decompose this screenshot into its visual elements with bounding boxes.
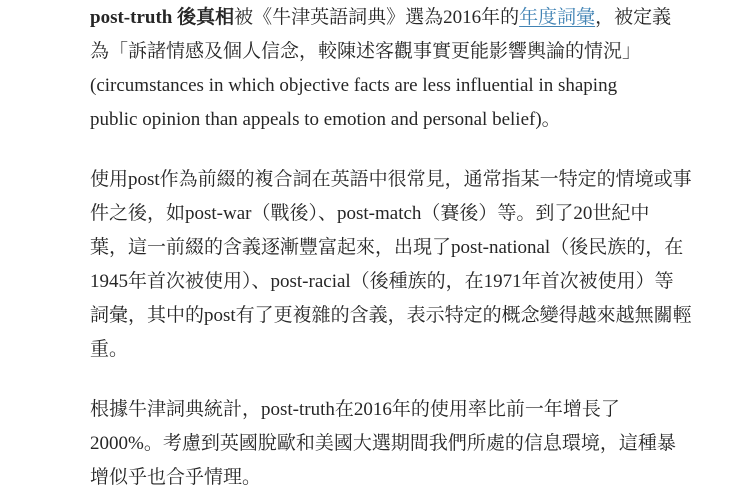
text-segment: 2000%。考慮到英國脫歐和美國大選期間我們所處的信息環境，這種暴: [90, 433, 676, 454]
text-segment: 1945年首次被使用）、post-racial（後種族的，在1971年首次被使用）等: [90, 271, 674, 292]
text-line: [90, 1, 700, 35]
text-segment: (circumstances in which objective facts are less influential in shaping: [90, 75, 618, 96]
term-post-truth: post-truth 後真相: [90, 7, 235, 28]
paragraph-1: [90, 1, 700, 137]
text-line: [90, 197, 700, 231]
text-segment: 詞彙，其中的post有了更複雜的含義，表示特定的概念變得越來越無關輕: [90, 305, 692, 326]
text-segment: ，被定義: [595, 7, 672, 28]
text-segment: 重。: [90, 339, 129, 360]
text-line: [90, 427, 700, 461]
text-line: [90, 333, 700, 367]
text-line: [90, 299, 700, 333]
text-segment: 被《牛津英語詞典》選為2016年的: [234, 7, 520, 28]
text-segment: public opinion than appeals to emotion and personal belief)。: [90, 109, 561, 130]
text-line: [90, 103, 700, 137]
paragraph-3: [90, 393, 700, 495]
text-line: [90, 69, 700, 103]
text-segment: 根據牛津詞典統計，post-truth在2016年的使用率比前一年增長了: [90, 399, 620, 420]
text-line: [90, 231, 700, 265]
text-segment: 增似乎也合乎情理。: [90, 467, 262, 488]
text-line: [90, 461, 700, 495]
text-line: [90, 163, 700, 197]
text-line: [90, 393, 700, 427]
text-segment: 葉，這一前綴的含義逐漸豐富起來，出現了post-national（後民族的，在: [90, 237, 684, 258]
text-segment: 件之後，如post-war（戰後）、post-match（賽後）等。到了20世紀中: [90, 203, 650, 224]
word-of-the-year-link[interactable]: 年度詞彙: [519, 7, 596, 28]
text-line: [90, 265, 700, 299]
text-segment: 為「訴諸情感及個人信念，較陳述客觀事實更能影響輿論的情況」: [90, 41, 642, 62]
paragraph-2: [90, 163, 700, 367]
text-segment: 使用post作為前綴的複合詞在英語中很常見，通常指某一特定的情境或事: [90, 169, 692, 190]
text-line: [90, 35, 700, 69]
